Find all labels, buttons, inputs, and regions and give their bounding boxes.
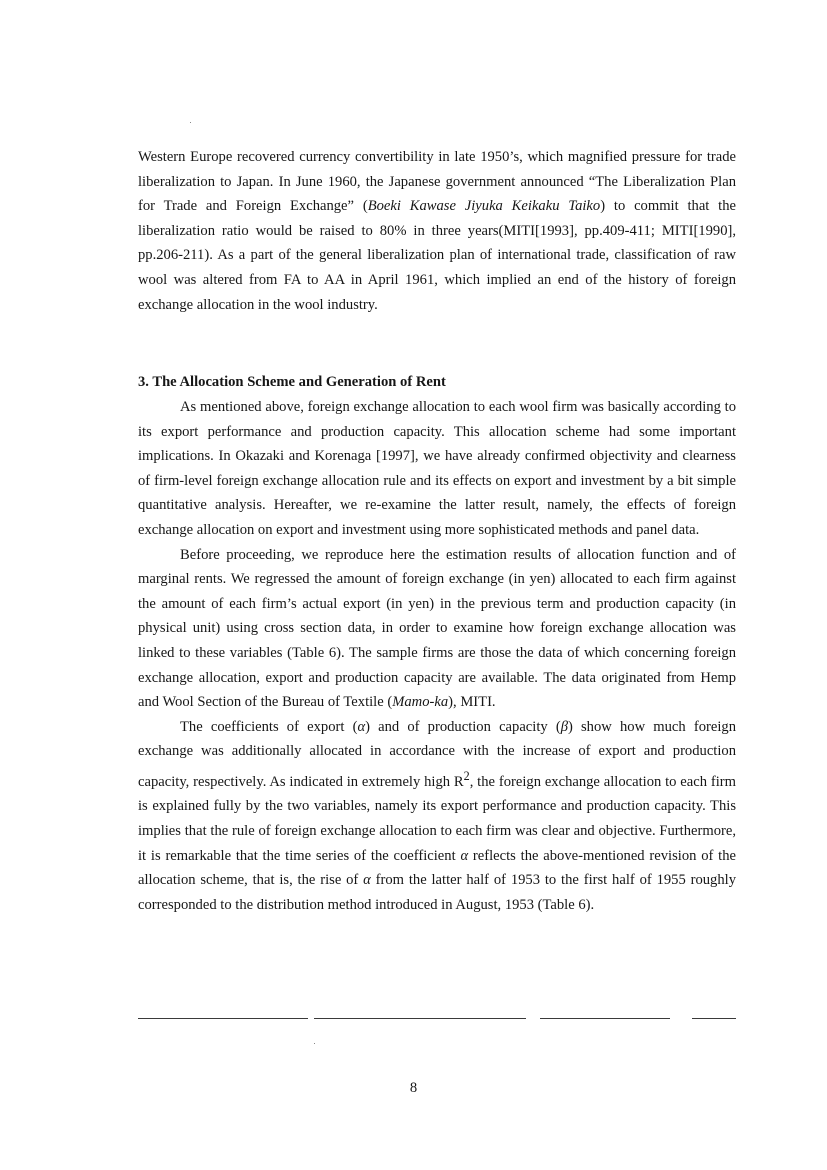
paragraph-convertibility (138, 145, 736, 317)
paragraph-text: Before proceeding, we reproduce here the estimation results of allocation function and of marginal rents. We regressed the amount of foreign exchange (in yen) allocated to each firm against the amount of each firm’s actual export (in yen) in the previous term and production capacity (in physical unit) using cross section data, in order to examine how foreign exchange allocation was linked to these variables (Table 6). The sample firms are those the data of which concerning foreign exchange allocation, export and production capacity are available. The data originated from Hemp and Wool Section of the Bureau of Textile ( (138, 546, 736, 711)
paragraph-allocation-scheme: As mentioned above, foreign exchange allocation to each wool firm was basically according to its export performance and production capacity. This allocation scheme had some important implications. In Okazaki and Korenaga [1997], we have already confirmed objectivity and clearness of firm-level foreign exchange allocation rule and its effects on export and investment by a bit simple quantitative analysis. Hereafter, we re-examine the latter result, namely, the effects of foreign exchange allocation on export and investment using more sophisticated methods and panel data. (138, 399, 736, 538)
divider-segment (138, 1018, 308, 1019)
paragraph-text: ) and of production capacity ( (365, 718, 561, 735)
beta-symbol: β (560, 718, 568, 735)
alpha-symbol: α (363, 872, 371, 889)
paragraph-text: ), MITI. (448, 694, 496, 711)
divider-segment (540, 1018, 670, 1019)
paragraph-text: ) show how much foreign exchange was additionally allocated in accordance with the increase of export and production capacity, respectively. As indicated in extremely high R (138, 718, 736, 790)
alpha-symbol: α (460, 847, 469, 864)
paragraph-estimation (138, 543, 736, 715)
paragraph-text: Western Europe recovered currency convertibility in late 1950’s, which magnified pressure for trade liberalization to Japan. In June 1960, the Japanese government announced “The Liberalization Plan for Trade and Foreign Exchange” ( (138, 149, 736, 215)
section-body (138, 395, 736, 917)
paragraph-text: ) to commit that the liberalization ratio would be raised to 80% in three years(MITI[1993], pp.409-411; MITI[1990], pp.206-211). As a part of the general liberalization plan of international trade, classification of raw wool was altered from FA to AA in April 1961, which implied an end of the history of foreign exchange allocation in the wool industry. (138, 198, 736, 313)
italic-term: Mamo-ka (392, 694, 449, 711)
scan-speck (190, 122, 191, 123)
paragraph-coefficients (138, 715, 736, 918)
paragraph-text: from the latter half of 1953 to the first half of 1955 roughly corresponded to the distribution method introduced in August, 1953 (Table 6). (138, 872, 736, 913)
section-heading: 3. The Allocation Scheme and Generation of Rent (138, 374, 446, 390)
divider-segment (692, 1018, 736, 1019)
paragraph-text: , the foreign exchange allocation to each firm is explained fully by the two variables, namely its export performance and production capacity. This implies that the rule of foreign exchange allocation to each firm was clear and objective. Furthermore, it is remarkable that the time series of the coefficient (138, 773, 736, 864)
superscript: 2 (463, 768, 470, 783)
page-number: 8 (409, 1080, 418, 1096)
alpha-symbol: α (357, 718, 366, 735)
paragraph-text: The coefficients of export ( (180, 718, 358, 735)
paragraph-text: reflects the above-mentioned revision of the allocation scheme, that is, the rise of (138, 847, 736, 889)
divider-segment (314, 1018, 526, 1019)
scan-speck (314, 1043, 315, 1044)
italic-term: Boeki Kawase Jiyuka Keikaku Taiko (367, 198, 601, 215)
